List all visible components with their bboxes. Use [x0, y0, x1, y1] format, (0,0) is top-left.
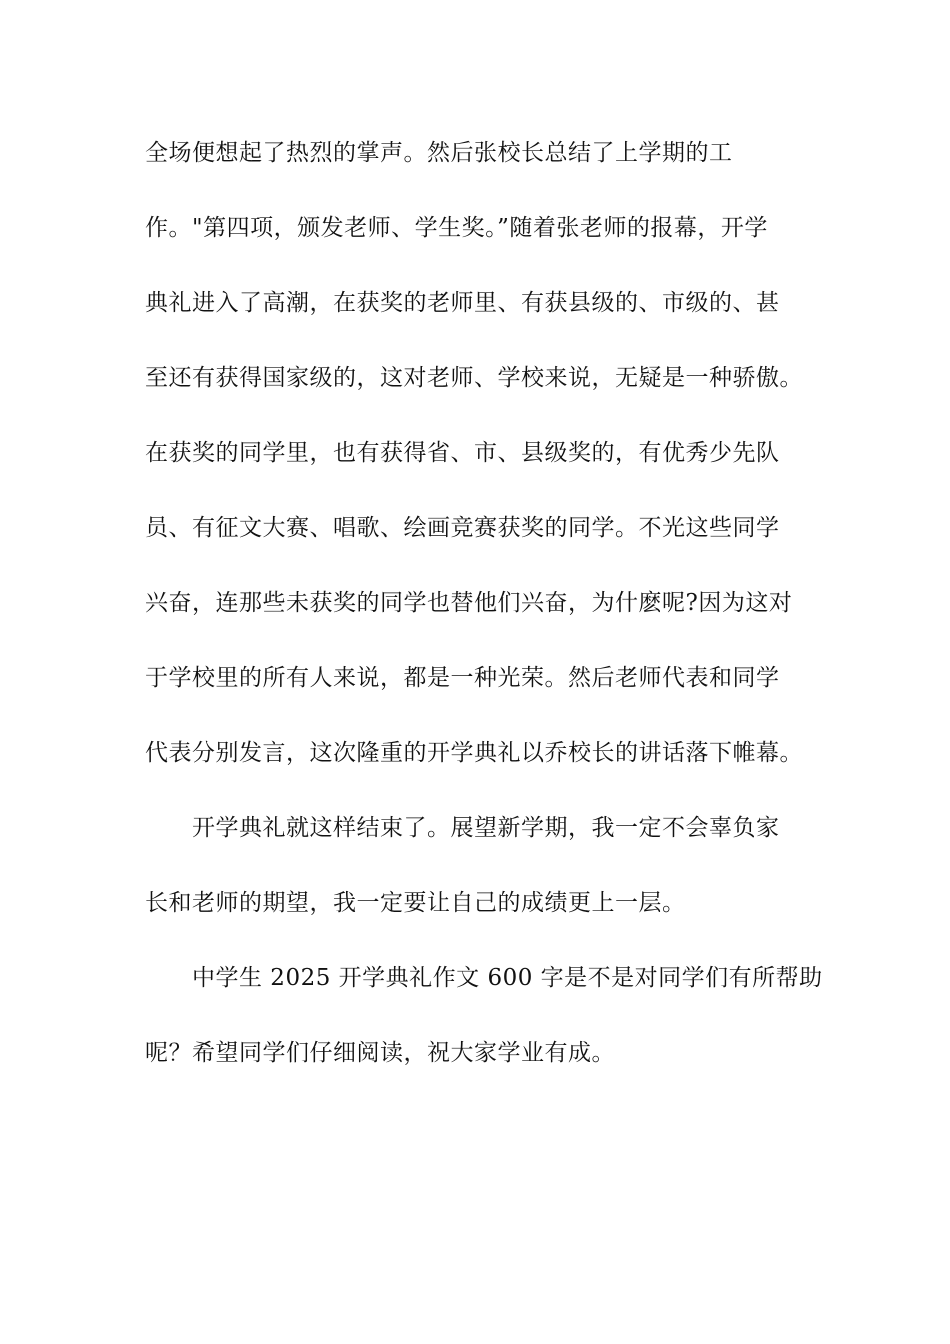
- text-line: 在获奖的同学里，也有获得省、市、县级奖的，有优秀少先队: [145, 440, 780, 466]
- text-line: 呢？希望同学们仔细阅读，祝大家学业有成。: [145, 1040, 615, 1066]
- text-line: 全场便想起了热烈的掌声。然后张校长总结了上学期的工: [145, 140, 733, 166]
- text-line: 长和老师的期望，我一定要让自己的成绩更上一层。: [145, 890, 686, 916]
- text-line: 兴奋，连那些未获奖的同学也替他们兴奋，为什麽呢?因为这对: [145, 590, 793, 616]
- text-line: 作。"第四项，颁发老师、学生奖。”随着张老师的报幕，开学: [145, 215, 768, 241]
- text-line: 员、有征文大赛、唱歌、绘画竞赛获奖的同学。不光这些同学: [145, 515, 780, 541]
- text-line: 于学校里的所有人来说，都是一种光荣。然后老师代表和同学: [145, 665, 780, 691]
- paragraph-start-line: 开学典礼就这样结束了。展望新学期，我一定不会辜负家: [192, 815, 780, 841]
- text-line: 典礼进入了高潮，在获奖的老师里、有获县级的、市级的、甚: [145, 290, 780, 316]
- body-text: [145, 128, 825, 1103]
- text-line: 代表分别发言，这次隆重的开学典礼以乔校长的讲话落下帷幕。: [145, 740, 803, 766]
- paragraph-start-line: 中学生 2025 开学典礼作文 600 字是不是对同学们有所帮助: [192, 965, 823, 991]
- text-line: 至还有获得国家级的，这对老师、学校来说，无疑是一种骄傲。: [145, 365, 803, 391]
